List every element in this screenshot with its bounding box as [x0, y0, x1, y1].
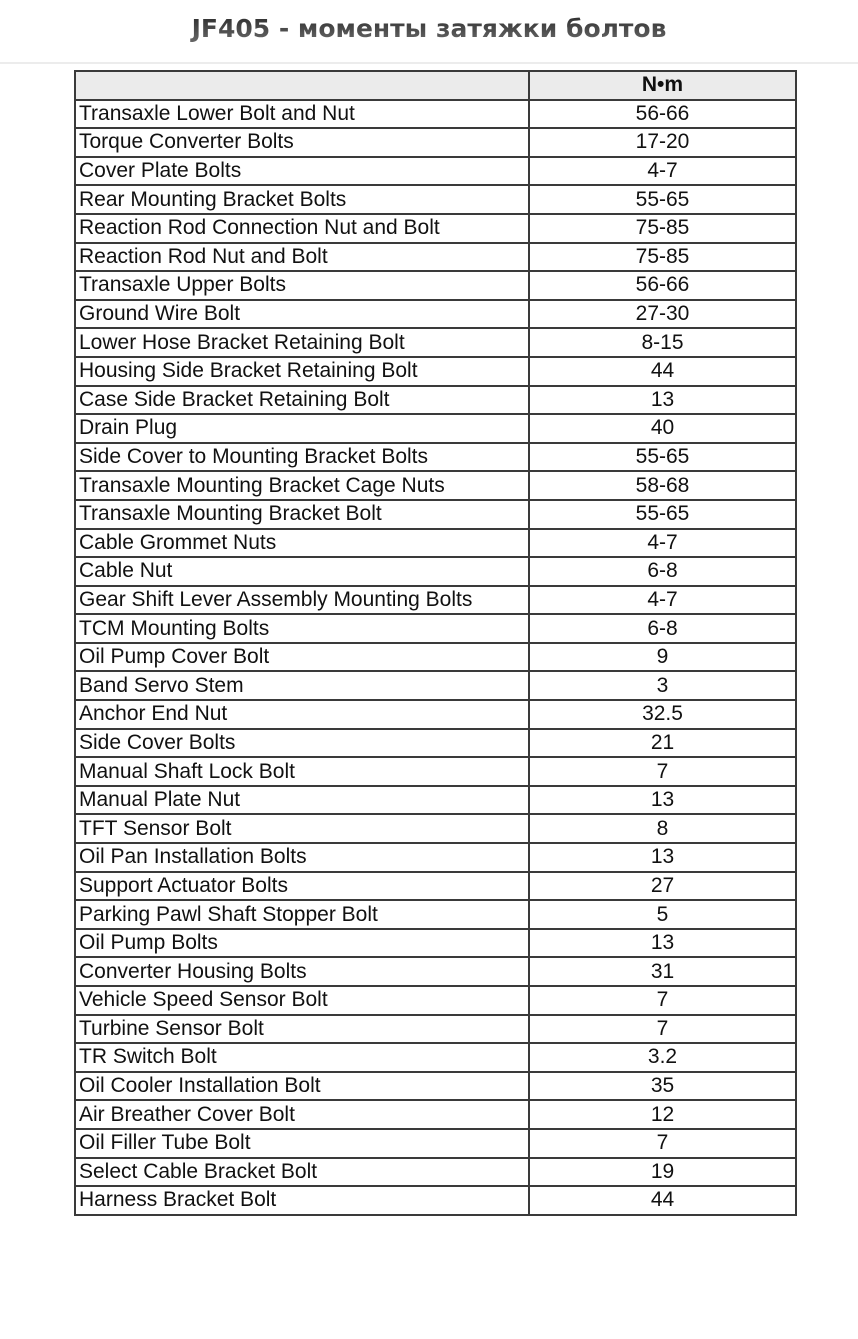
table-row	[75, 986, 796, 1015]
torque-table	[74, 70, 797, 1216]
table-row	[75, 1072, 796, 1101]
torque-value: 12	[529, 1100, 796, 1129]
table-row	[75, 643, 796, 672]
fastener-name: Transaxle Mounting Bracket Cage Nuts	[75, 471, 529, 500]
torque-value: 13	[529, 929, 796, 958]
table-row	[75, 471, 796, 500]
fastener-name: Drain Plug	[75, 414, 529, 443]
fastener-name: Case Side Bracket Retaining Bolt	[75, 386, 529, 415]
fastener-name: Harness Bracket Bolt	[75, 1186, 529, 1215]
table-row	[75, 586, 796, 615]
header-torque-unit: N•m	[529, 71, 796, 100]
table-row	[75, 100, 796, 129]
torque-value: 4-7	[529, 586, 796, 615]
table-row	[75, 1043, 796, 1072]
fastener-name: Transaxle Mounting Bracket Bolt	[75, 500, 529, 529]
table-row	[75, 729, 796, 758]
table-row	[75, 271, 796, 300]
table-row	[75, 957, 796, 986]
fastener-name: Air Breather Cover Bolt	[75, 1100, 529, 1129]
fastener-name: Cable Grommet Nuts	[75, 529, 529, 558]
table-row	[75, 843, 796, 872]
fastener-name: Torque Converter Bolts	[75, 128, 529, 157]
fastener-name: Ground Wire Bolt	[75, 300, 529, 329]
fastener-name: Select Cable Bracket Bolt	[75, 1158, 529, 1187]
torque-value: 27-30	[529, 300, 796, 329]
fastener-name: Oil Pump Bolts	[75, 929, 529, 958]
torque-value: 3.2	[529, 1043, 796, 1072]
torque-value: 5	[529, 900, 796, 929]
table-row	[75, 214, 796, 243]
fastener-name: Lower Hose Bracket Retaining Bolt	[75, 328, 529, 357]
torque-value: 13	[529, 843, 796, 872]
fastener-name: Anchor End Nut	[75, 700, 529, 729]
table-row	[75, 671, 796, 700]
table-row	[75, 1100, 796, 1129]
table-row	[75, 557, 796, 586]
torque-value: 3	[529, 671, 796, 700]
torque-value: 31	[529, 957, 796, 986]
table-row	[75, 757, 796, 786]
table-row	[75, 1129, 796, 1158]
table-row	[75, 157, 796, 186]
fastener-name: Turbine Sensor Bolt	[75, 1015, 529, 1044]
torque-value: 56-66	[529, 271, 796, 300]
fastener-name: Transaxle Upper Bolts	[75, 271, 529, 300]
torque-value: 19	[529, 1158, 796, 1187]
torque-value: 21	[529, 729, 796, 758]
table-row	[75, 386, 796, 415]
torque-value: 55-65	[529, 443, 796, 472]
fastener-name: Cover Plate Bolts	[75, 157, 529, 186]
fastener-name: Vehicle Speed Sensor Bolt	[75, 986, 529, 1015]
fastener-name: TCM Mounting Bolts	[75, 614, 529, 643]
fastener-name: Band Servo Stem	[75, 671, 529, 700]
fastener-name: Gear Shift Lever Assembly Mounting Bolts	[75, 586, 529, 615]
fastener-name: Converter Housing Bolts	[75, 957, 529, 986]
torque-value: 6-8	[529, 614, 796, 643]
fastener-name: Housing Side Bracket Retaining Bolt	[75, 357, 529, 386]
fastener-name: Oil Pump Cover Bolt	[75, 643, 529, 672]
fastener-name: Reaction Rod Connection Nut and Bolt	[75, 214, 529, 243]
table-row	[75, 700, 796, 729]
fastener-name: Cable Nut	[75, 557, 529, 586]
fastener-name: Reaction Rod Nut and Bolt	[75, 243, 529, 272]
table-row	[75, 185, 796, 214]
torque-value: 40	[529, 414, 796, 443]
fastener-name: Oil Pan Installation Bolts	[75, 843, 529, 872]
torque-value: 8	[529, 814, 796, 843]
table-row	[75, 443, 796, 472]
torque-value: 7	[529, 986, 796, 1015]
table-row	[75, 814, 796, 843]
fastener-name: TFT Sensor Bolt	[75, 814, 529, 843]
fastener-name: Side Cover to Mounting Bracket Bolts	[75, 443, 529, 472]
table-row	[75, 414, 796, 443]
torque-value: 55-65	[529, 500, 796, 529]
torque-value: 27	[529, 872, 796, 901]
page-title: JF405 - моменты затяжки болтов	[0, 14, 858, 43]
fastener-name: TR Switch Bolt	[75, 1043, 529, 1072]
fastener-name: Side Cover Bolts	[75, 729, 529, 758]
table-row	[75, 357, 796, 386]
torque-value: 75-85	[529, 243, 796, 272]
torque-value: 75-85	[529, 214, 796, 243]
table-row	[75, 786, 796, 815]
torque-value: 35	[529, 1072, 796, 1101]
torque-value: 7	[529, 1129, 796, 1158]
table-body	[75, 100, 796, 1215]
fastener-name: Manual Plate Nut	[75, 786, 529, 815]
torque-value: 58-68	[529, 471, 796, 500]
table-row	[75, 1015, 796, 1044]
torque-value: 6-8	[529, 557, 796, 586]
fastener-name: Transaxle Lower Bolt and Nut	[75, 100, 529, 129]
torque-value: 4-7	[529, 157, 796, 186]
fastener-name: Parking Pawl Shaft Stopper Bolt	[75, 900, 529, 929]
fastener-name: Support Actuator Bolts	[75, 872, 529, 901]
torque-value: 44	[529, 1186, 796, 1215]
table-row	[75, 328, 796, 357]
table-row	[75, 529, 796, 558]
fastener-name: Manual Shaft Lock Bolt	[75, 757, 529, 786]
table-row	[75, 900, 796, 929]
torque-value: 44	[529, 357, 796, 386]
torque-value: 7	[529, 757, 796, 786]
table-row	[75, 1158, 796, 1187]
header-name	[75, 71, 529, 100]
table-row	[75, 243, 796, 272]
table-row	[75, 1186, 796, 1215]
torque-value: 13	[529, 386, 796, 415]
title-divider	[0, 62, 858, 64]
fastener-name: Oil Filler Tube Bolt	[75, 1129, 529, 1158]
table-row	[75, 500, 796, 529]
torque-value: 13	[529, 786, 796, 815]
torque-value: 17-20	[529, 128, 796, 157]
fastener-name: Rear Mounting Bracket Bolts	[75, 185, 529, 214]
torque-value: 56-66	[529, 100, 796, 129]
table-row	[75, 300, 796, 329]
table-row	[75, 872, 796, 901]
torque-value: 32.5	[529, 700, 796, 729]
table-row	[75, 929, 796, 958]
table-row	[75, 614, 796, 643]
torque-value: 7	[529, 1015, 796, 1044]
torque-value: 8-15	[529, 328, 796, 357]
torque-value: 55-65	[529, 185, 796, 214]
torque-value: 4-7	[529, 529, 796, 558]
torque-value: 9	[529, 643, 796, 672]
table-row	[75, 128, 796, 157]
table-header-row	[75, 71, 796, 100]
fastener-name: Oil Cooler Installation Bolt	[75, 1072, 529, 1101]
